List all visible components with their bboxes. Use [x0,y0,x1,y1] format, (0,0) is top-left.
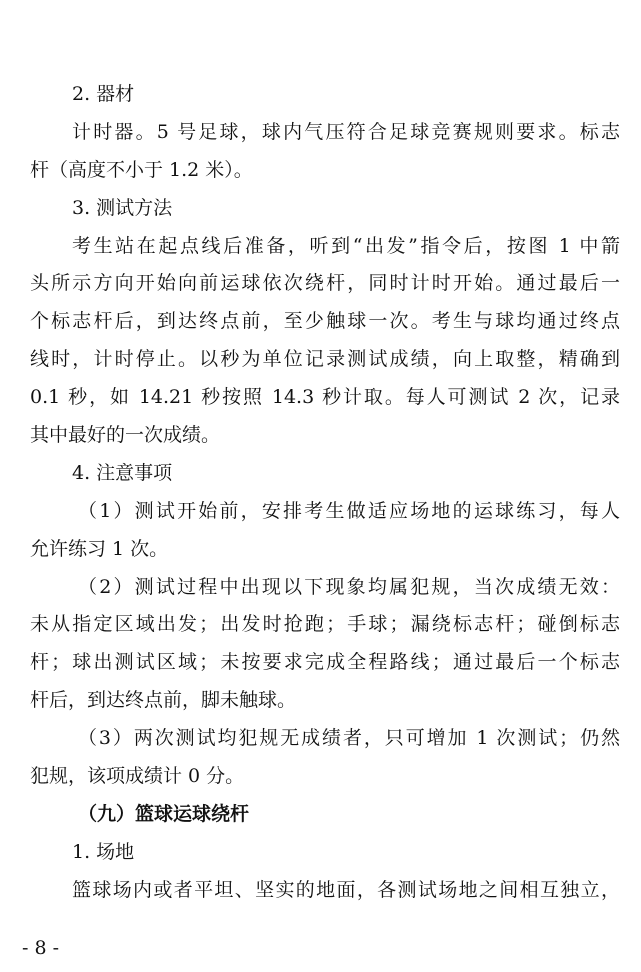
paragraph-line: 允许练习 1 次。 [30,538,169,560]
section-heading-basketball: （九）篮球运球绕杆 [78,803,250,825]
paragraph-line: 未从指定区域出发；出发时抢跑；手球；漏绕标志杆；碰倒标志 [30,613,620,635]
paragraph-line: 头所示方向开始向前运球依次绕杆，同时计时开始。通过最后一 [30,272,620,294]
paragraph-line: 杆；球出测试区域；未按要求完成全程路线；通过最后一个标志 [30,651,620,673]
paragraph-line: 线时，计时停止。以秒为单位记录测试成绩，向上取整，精确到 [30,348,620,370]
page-number: - 8 - [22,937,60,959]
paragraph-line: 计时器。5 号足球，球内气压符合足球竞赛规则要求。标志 [72,121,620,143]
paragraph-line: 犯规，该项成绩计 0 分。 [30,765,245,787]
paragraph-line: （2）测试过程中出现以下现象均属犯规，当次成绩无效： [78,576,620,598]
paragraph-line: （1）测试开始前，安排考生做适应场地的运球练习，每人 [78,500,620,522]
paragraph-line: 个标志杆后，到达终点前，至少触球一次。考生与球均通过终点 [30,310,620,332]
paragraph-line: 杆（高度不小于 1.2 米）。 [30,159,253,181]
paragraph-line: （3）两次测试均犯规无成绩者，只可增加 1 次测试；仍然 [78,727,620,749]
section-heading-equipment: 2. 器材 [72,83,135,105]
section-heading-venue: 1. 场地 [72,841,135,863]
section-heading-method: 3. 测试方法 [72,197,173,219]
paragraph-line: 杆后，到达终点前，脚未触球。 [30,689,297,711]
paragraph-line: 其中最好的一次成绩。 [30,424,221,446]
paragraph-line: 考生站在起点线后准备，听到“出发”指令后，按图 1 中箭 [72,235,620,257]
paragraph-line: 0.1 秒，如 14.21 秒按照 14.3 秒计取。每人可测试 2 次，记录 [30,386,620,408]
section-heading-notes: 4. 注意事项 [72,462,173,484]
paragraph-line: 篮球场内或者平坦、坚实的地面，各测试场地之间相互独立， [72,879,620,901]
